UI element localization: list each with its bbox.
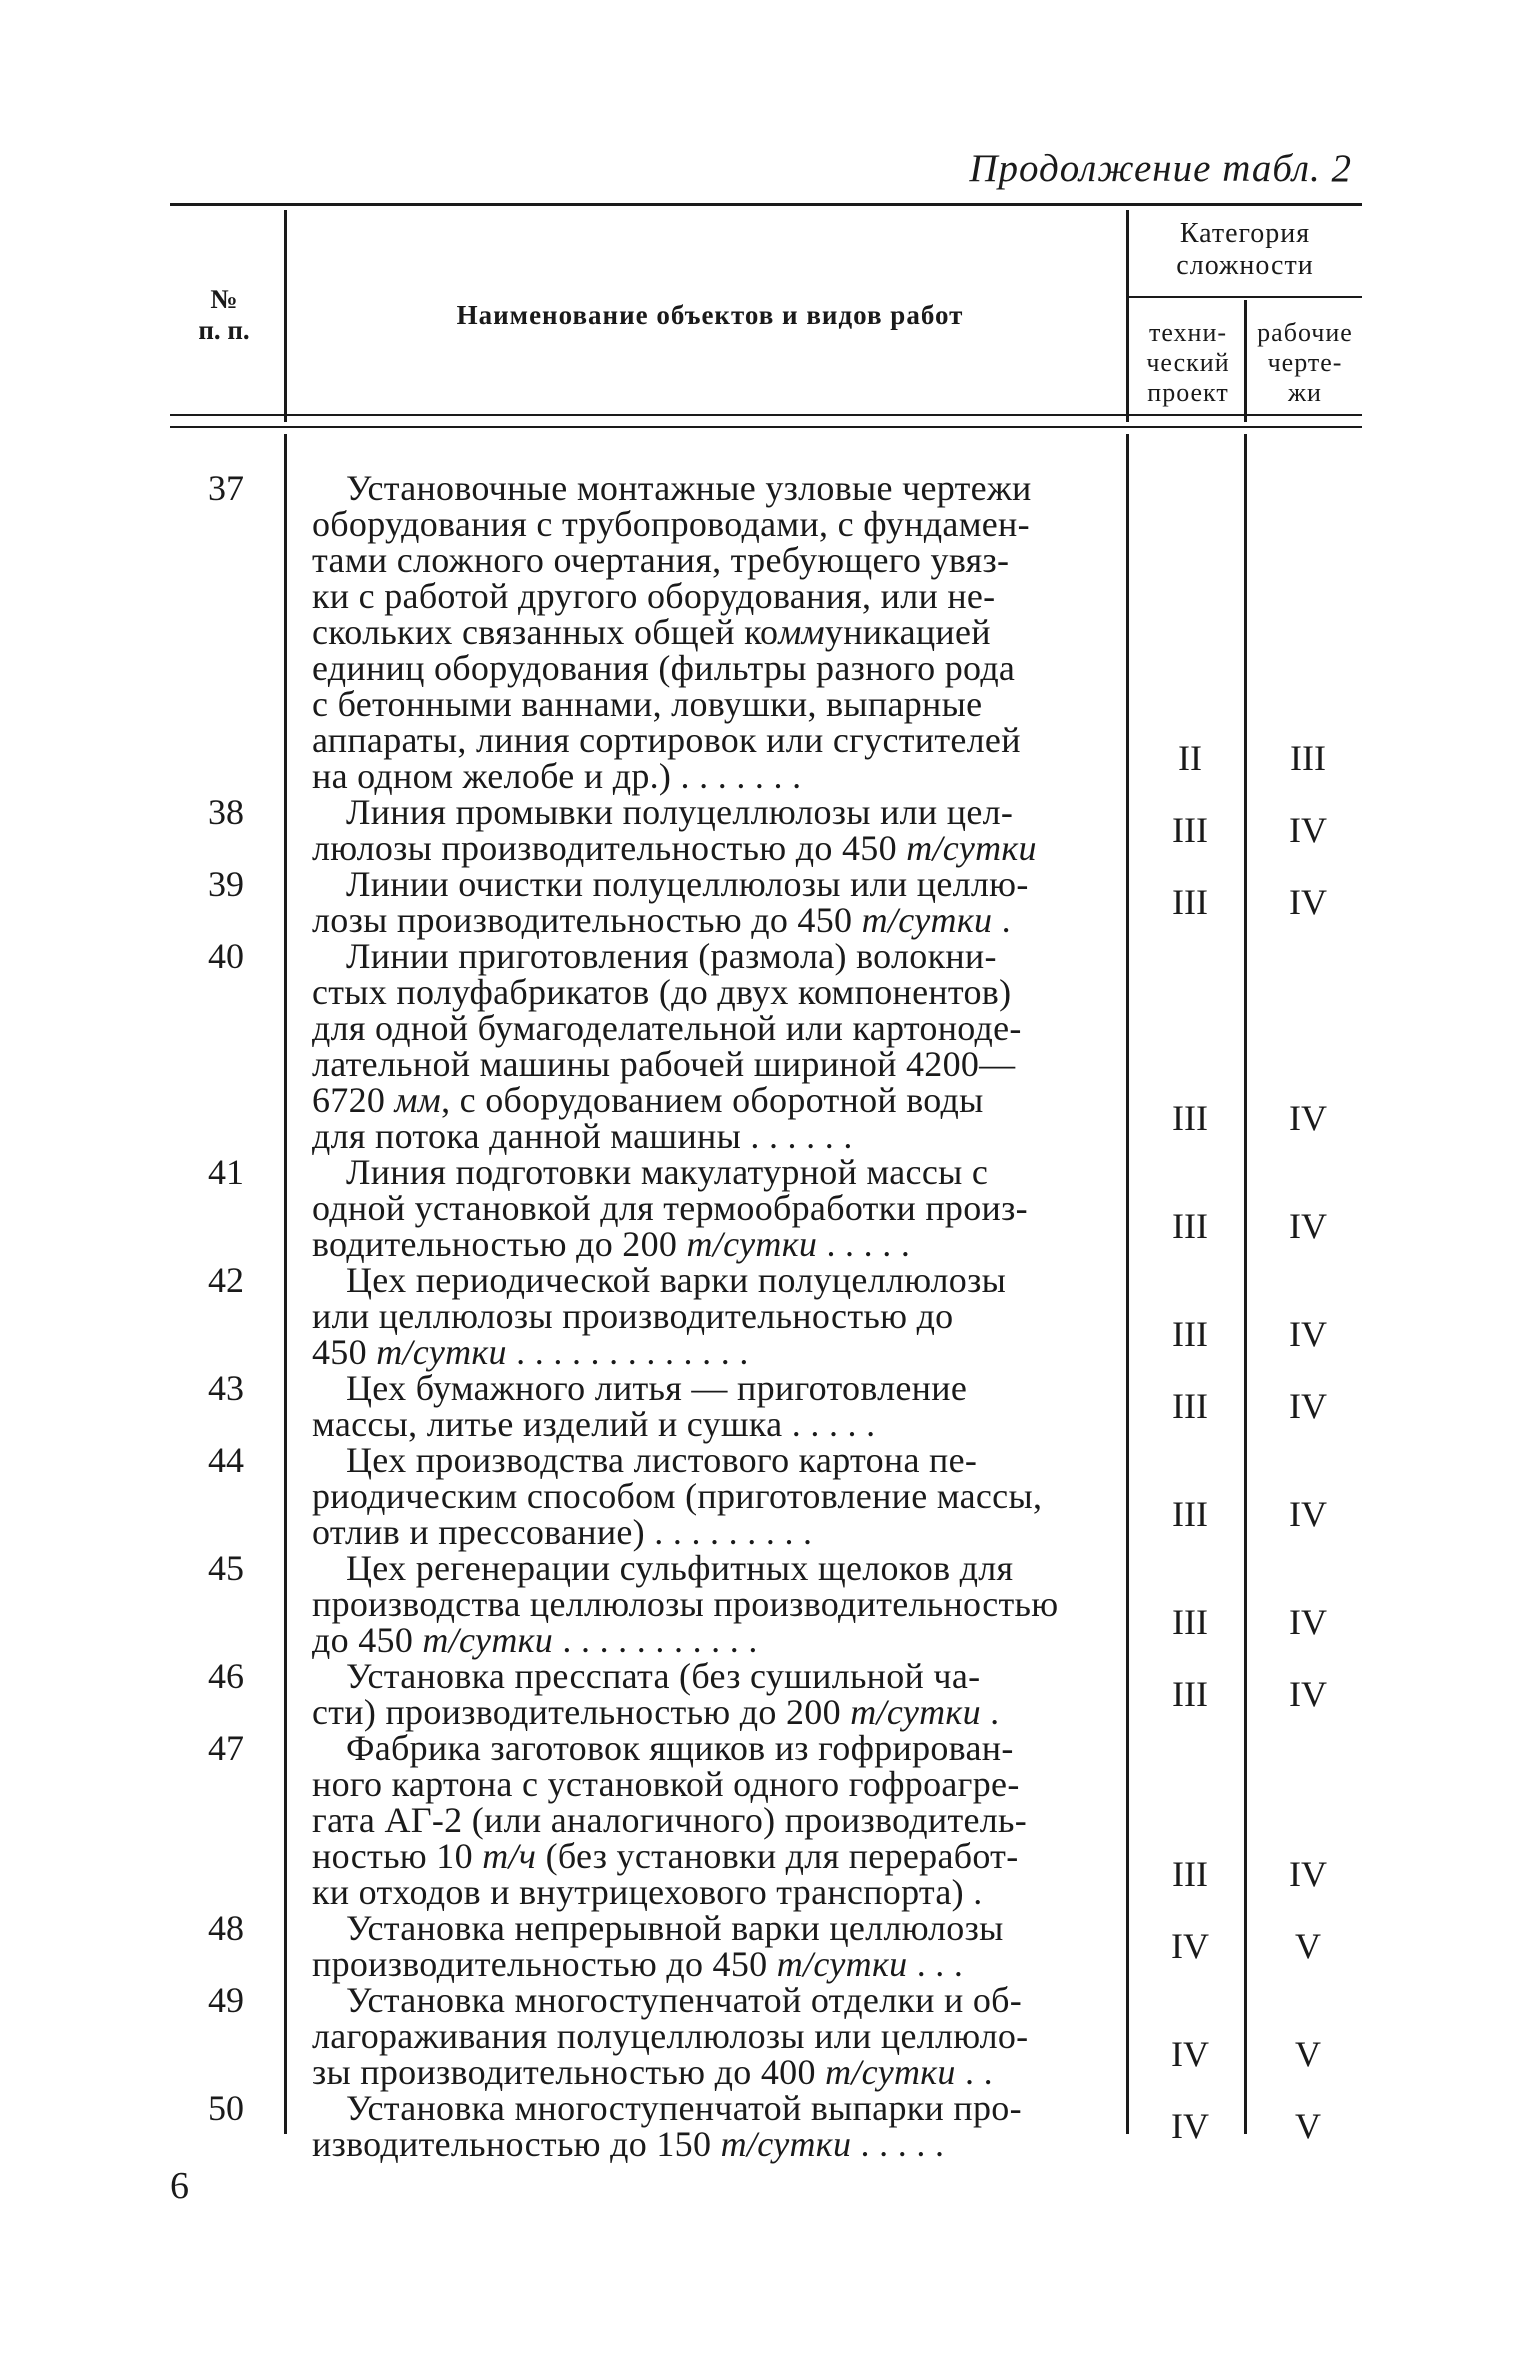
row-description bbox=[312, 1550, 1112, 1658]
unit-text: т/сутки bbox=[376, 1332, 507, 1372]
header-technical-project: техни- ческий проект bbox=[1146, 318, 1230, 407]
row-description bbox=[312, 470, 1112, 794]
category-technical-project: IV bbox=[1171, 2106, 1209, 2146]
category-technical-project: III bbox=[1172, 1386, 1208, 1426]
description-line: водительностью до 200 т/сутки . . . . . bbox=[312, 1224, 911, 1264]
description-line: гата АГ-2 (или аналогичного) производитель- bbox=[312, 1800, 1028, 1840]
description-line: аппараты, линия сортировок или сгустителей bbox=[312, 720, 1021, 760]
row-description bbox=[312, 1262, 1112, 1370]
row-number: 49 bbox=[208, 1980, 244, 2020]
row-number: 46 bbox=[208, 1656, 244, 1696]
description-line: лагораживания полуцеллюлозы или целлюло- bbox=[312, 2016, 1029, 2056]
row-description bbox=[312, 794, 1112, 866]
body-divider-num bbox=[284, 434, 287, 2134]
category-working-drawings: IV bbox=[1289, 1602, 1327, 1642]
row-number: 44 bbox=[208, 1440, 244, 1480]
row-number: 41 bbox=[208, 1152, 244, 1192]
description-line: лательной машины рабочей шириной 4200— bbox=[312, 1044, 1016, 1084]
description-line: производительностью до 450 т/сутки . . . bbox=[312, 1944, 964, 1984]
description-line: Линия промывки полуцеллюлозы или цел- bbox=[346, 792, 1014, 832]
description-line: или целлюлозы производительностью до bbox=[312, 1296, 954, 1336]
row-description bbox=[312, 1658, 1112, 1730]
unit-text: т/сутки bbox=[686, 1224, 818, 1264]
category-working-drawings: IV bbox=[1289, 1098, 1327, 1138]
row-number: 47 bbox=[208, 1728, 244, 1768]
category-working-drawings: V bbox=[1295, 2034, 1321, 2074]
category-technical-project: III bbox=[1172, 1854, 1208, 1894]
description-line: скольких связанных общей коммуникацией bbox=[312, 612, 991, 652]
description-line: для одной бумагоделательной или картоноде- bbox=[312, 1008, 1022, 1048]
row-description bbox=[312, 1910, 1112, 1982]
row-number: 37 bbox=[208, 468, 244, 508]
header-bottom-rule bbox=[170, 414, 1362, 416]
row-description bbox=[312, 1982, 1112, 2090]
description-line: Фабрика заготовок ящиков из гофрирован- bbox=[346, 1728, 1014, 1768]
description-line: Линии очистки полуцеллюлозы или целлю- bbox=[346, 864, 1029, 904]
description-line: 450 т/сутки . . . . . . . . . . . . . bbox=[312, 1332, 749, 1372]
description-line: 6720 мм, с оборудованием оборотной воды bbox=[312, 1080, 984, 1120]
category-working-drawings: IV bbox=[1289, 1206, 1327, 1246]
row-description bbox=[312, 1154, 1112, 1262]
description-line: Линии приготовления (размола) волокни- bbox=[346, 936, 997, 976]
description-line: с бетонными ваннами, ловушки, выпарные bbox=[312, 684, 983, 724]
header-category: Категория сложности bbox=[1176, 218, 1314, 281]
description-line: стых полуфабрикатов (до двух компонентов) bbox=[312, 972, 1012, 1012]
row-number: 48 bbox=[208, 1908, 244, 1948]
row-description bbox=[312, 2090, 1112, 2162]
row-number: 45 bbox=[208, 1548, 244, 1588]
description-line: Установка пресспата (без сушильной ча- bbox=[346, 1656, 981, 1696]
description-line: зы производительностью до 400 т/сутки . . bbox=[312, 2052, 993, 2092]
description-line: Установка непрерывной варки целлюлозы bbox=[346, 1908, 1004, 1948]
description-line: ки с работой другого оборудования, или не- bbox=[312, 576, 996, 616]
unit-text: т/ч bbox=[482, 1836, 537, 1876]
row-description bbox=[312, 938, 1112, 1154]
category-technical-project: II bbox=[1178, 738, 1202, 778]
row-number: 43 bbox=[208, 1368, 244, 1408]
category-working-drawings: V bbox=[1295, 1926, 1321, 1966]
category-technical-project: III bbox=[1172, 1674, 1208, 1714]
description-line: люлозы производительностью до 450 т/сутки bbox=[312, 828, 1037, 868]
row-description bbox=[312, 1370, 1112, 1442]
column-divider-num bbox=[284, 210, 287, 422]
row-number: 38 bbox=[208, 792, 244, 832]
category-technical-project: III bbox=[1172, 1098, 1208, 1138]
category-working-drawings: IV bbox=[1289, 1494, 1327, 1534]
row-number: 42 bbox=[208, 1260, 244, 1300]
category-working-drawings: IV bbox=[1289, 1314, 1327, 1354]
unit-text: т/сутки bbox=[720, 2124, 852, 2164]
description-line: отлив и прессование) . . . . . . . . . bbox=[312, 1512, 813, 1552]
description-line: Цех производства листового картона пе- bbox=[346, 1440, 978, 1480]
unit-text: т/сутки bbox=[850, 1692, 981, 1732]
column-divider-sub bbox=[1244, 300, 1247, 422]
description-line: Линия подготовки макулатурной массы с bbox=[346, 1152, 989, 1192]
table-caption: Продолжение табл. 2 bbox=[969, 147, 1352, 190]
header-bottom-rule-2 bbox=[170, 426, 1362, 428]
table-top-rule bbox=[170, 203, 1362, 206]
category-working-drawings: IV bbox=[1289, 1674, 1327, 1714]
unit-text: т/сутки bbox=[776, 1944, 908, 1984]
description-line: тами сложного очертания, требующего увяз- bbox=[312, 540, 1010, 580]
category-working-drawings: III bbox=[1290, 738, 1326, 778]
description-line: сти) производительностью до 200 т/сутки . bbox=[312, 1692, 1000, 1732]
category-working-drawings: V bbox=[1295, 2106, 1321, 2146]
category-working-drawings: IV bbox=[1289, 810, 1327, 850]
category-technical-project: IV bbox=[1171, 2034, 1209, 2074]
body-divider-sub bbox=[1244, 434, 1247, 2134]
category-rule bbox=[1128, 296, 1362, 298]
description-line: Цех регенерации сульфитных щелоков для bbox=[346, 1548, 1014, 1588]
description-line: для потока данной машины . . . . . . bbox=[312, 1116, 853, 1156]
description-line: ностью 10 т/ч (без установки для переработ- bbox=[312, 1836, 1019, 1876]
category-technical-project: III bbox=[1172, 1602, 1208, 1642]
description-line: Цех периодической варки полуцеллюлозы bbox=[346, 1260, 1007, 1300]
row-description bbox=[312, 1730, 1112, 1910]
category-technical-project: IV bbox=[1171, 1926, 1209, 1966]
category-working-drawings: IV bbox=[1289, 882, 1327, 922]
description-line: массы, литье изделий и сушка . . . . . bbox=[312, 1404, 876, 1444]
description-line: риодическим способом (приготовление массы, bbox=[312, 1476, 1043, 1516]
description-line: на одном желобе и др.) . . . . . . . bbox=[312, 756, 802, 796]
category-technical-project: III bbox=[1172, 882, 1208, 922]
description-line: одной установкой для термообработки произ- bbox=[312, 1188, 1028, 1228]
row-number: 40 bbox=[208, 936, 244, 976]
body-divider-cat bbox=[1126, 434, 1129, 2134]
unit-text: мм bbox=[394, 1080, 442, 1120]
description-line: производства целлюлозы производительностью bbox=[312, 1584, 1059, 1624]
header-number: № п. п. bbox=[198, 284, 250, 345]
description-line: единиц оборудования (фильтры разного рода bbox=[312, 648, 1016, 688]
row-number: 39 bbox=[208, 864, 244, 904]
category-technical-project: III bbox=[1172, 1206, 1208, 1246]
description-line: Установка многоступенчатой отделки и об- bbox=[346, 1980, 1023, 2020]
unit-text: т/сутки bbox=[861, 900, 993, 940]
description-line: изводительностью до 150 т/сутки . . . . . bbox=[312, 2124, 945, 2164]
unit-text: т/сутки bbox=[906, 828, 1037, 868]
description-line: оборудования с трубопроводами, с фундамен- bbox=[312, 504, 1030, 544]
category-working-drawings: IV bbox=[1289, 1386, 1327, 1426]
row-number: 50 bbox=[208, 2088, 244, 2128]
description-line: Установочные монтажные узловые чертежи bbox=[346, 468, 1032, 508]
row-description bbox=[312, 1442, 1112, 1550]
unit-text: т/сутки bbox=[825, 2052, 956, 2092]
category-technical-project: III bbox=[1172, 1314, 1208, 1354]
page-number: 6 bbox=[170, 2165, 189, 2207]
category-technical-project: III bbox=[1172, 810, 1208, 850]
description-line: Цех бумажного литья — приготовление bbox=[346, 1368, 968, 1408]
category-technical-project: III bbox=[1172, 1494, 1208, 1534]
header-name: Наименование объектов и видов работ bbox=[456, 300, 964, 330]
description-line: лозы производительностью до 450 т/сутки . bbox=[312, 900, 1011, 940]
header-working-drawings: рабочие черте- жи bbox=[1257, 318, 1353, 407]
description-line: до 450 т/сутки . . . . . . . . . . . bbox=[312, 1620, 758, 1660]
description-line: Установка многоступенчатой выпарки про- bbox=[346, 2088, 1022, 2128]
description-line: ки отходов и внутрицехового транспорта) . bbox=[312, 1872, 983, 1912]
description-line: ного картона с установкой одного гофроагре- bbox=[312, 1764, 1020, 1804]
row-description bbox=[312, 866, 1112, 938]
unit-text: т/сутки bbox=[422, 1620, 554, 1660]
category-working-drawings: IV bbox=[1289, 1854, 1327, 1894]
unit-text: мм bbox=[778, 612, 825, 652]
